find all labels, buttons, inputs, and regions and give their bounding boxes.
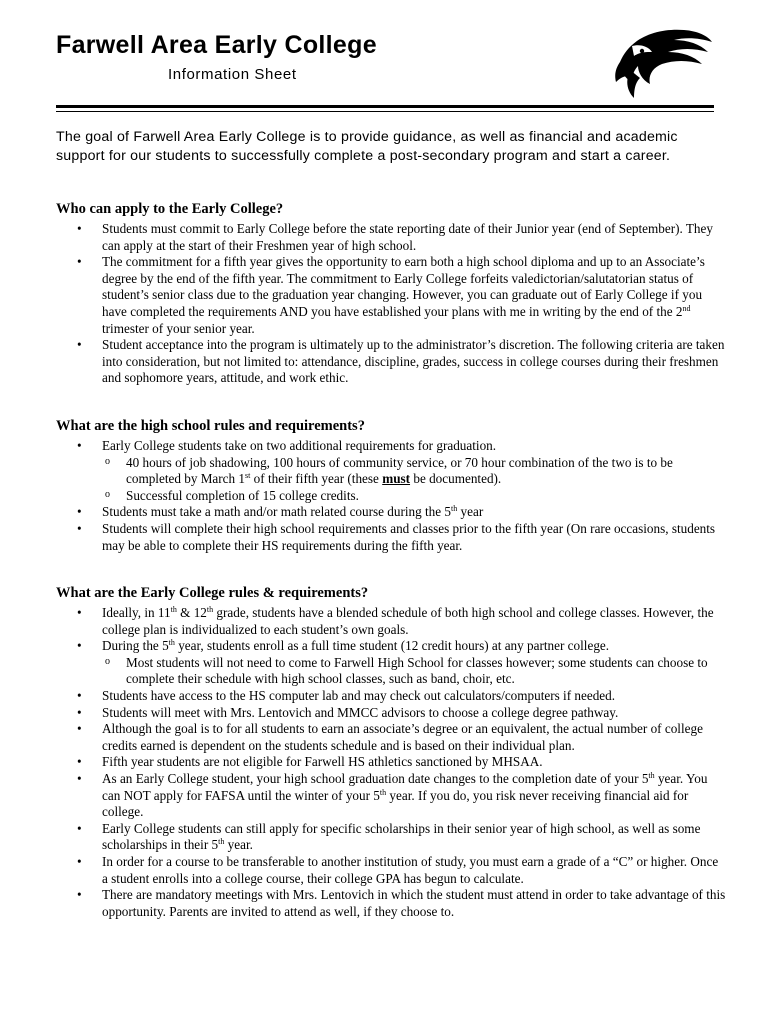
list-item: • Fifth year students are not eligible for Farwell HS athletics sanctioned by MHSAA. xyxy=(56,754,726,771)
section-early-college-rules xyxy=(56,584,726,920)
list-item: • Students must commit to Early College before the state reporting date of their Junior year (end of September). They can apply at the start of their Freshmen year of high school. xyxy=(56,221,726,254)
list-item: • There are mandatory meetings with Mrs. Lentovich in which the student must attend in order to take advantage of this opportunity. Parents are invited to attend as well, if they choose to. xyxy=(56,887,726,920)
list-item: • Although the goal is to for all students to earn an associate’s degree or an equivalent, the actual number of college credits earned is dependent on the students schedule and is based on their individual plan. xyxy=(56,721,726,754)
section-who-can-apply xyxy=(56,200,726,387)
list-item: • In order for a course to be transferable to another institution of study, you must earn a grade of a “C” or higher. Once a student enrolls into a college course, their college GPA has begun to calculate. xyxy=(56,854,726,887)
document-subtitle: Information Sheet xyxy=(168,66,297,83)
intro-paragraph: The goal of Farwell Area Early College is to provide guidance, as well as financial and academic support for our students to successfully complete a post-secondary program and start a career. xyxy=(56,129,678,164)
sub-list-item: o Successful completion of 15 college credits. xyxy=(102,488,726,505)
section-heading: What are the high school rules and requirements? xyxy=(56,417,365,434)
list-item: • Students have access to the HS computer lab and may check out calculators/computers if needed. xyxy=(56,688,726,705)
list-item: • Students will complete their high school requirements and classes prior to the fifth year (On rare occasions, students may be able to complete their HS requirements during the fifth year. xyxy=(56,521,726,554)
sub-list-item: o Most students will not need to come to Farwell High School for classes however; some students can choose to complete their schedule with high school classes, such as band, choir, etc. xyxy=(102,655,726,688)
section-high-school-rules xyxy=(56,417,726,554)
document-title: Farwell Area Early College xyxy=(56,31,377,59)
list-item: • Ideally, in 11th & 12th grade, students have a blended schedule of both high school and college classes. However, the college plan is individualized to each student’s own goals. xyxy=(56,605,726,638)
list-item: • During the 5th year, students enroll as a full time student (12 credit hours) at any partner college. o Most students will not need to come to Farwell High School for classes however; some students can choose to complete their schedule with high school classes, such as band, choir, etc. xyxy=(56,638,726,688)
list-item: • As an Early College student, your high school graduation date changes to the completion date of your 5th year. You can NOT apply for FAFSA until the winter of your 5th year. If you do, you risk never receiving financial aid for college. xyxy=(56,771,726,821)
section-heading: Who can apply to the Early College? xyxy=(56,201,284,217)
list-item: • Students will meet with Mrs. Lentovich and MMCC advisors to choose a college degree pathway. xyxy=(56,705,726,722)
header-rule-thin xyxy=(56,111,714,112)
list-item: • Student acceptance into the program is ultimately up to the administrator’s discretion. The following criteria are taken into consideration, but not limited to: attendance, discipline, grades, success in college courses during their freshmen and sophomore years, attitude, and work ethic. xyxy=(56,337,726,387)
section-heading: What are the Early College rules & requirements? xyxy=(56,585,369,602)
sub-list-item: o 40 hours of job shadowing, 100 hours of community service, or 70 hour combination of the two is to be completed by March 1st of their fifth year (these must be documented). xyxy=(102,455,726,488)
list-item: • Early College students can still apply for specific scholarships in their senior year of high school, as well as some scholarships in their 5th year. xyxy=(56,821,726,854)
header-rule-thick xyxy=(56,105,714,108)
list-item: • Students must take a math and/or math related course during the 5th year xyxy=(56,504,726,521)
eagle-head-icon xyxy=(612,22,712,100)
document-body xyxy=(56,200,726,950)
document-header xyxy=(56,30,377,84)
list-item: • The commitment for a fifth year gives the opportunity to earn both a high school diploma and up to an Associate’s degree by the end of the fifth year. The commitment to Early College forfeits valedictorian/salutatorian status of student’s senior class due to the graduation year changing. However, you can graduate out of Early College if you have completed the requirements AND you have established your plans with me in writing by the end of the 2nd trimester of your senior year. xyxy=(56,254,726,337)
list-item: • Early College students take on two additional requirements for graduation. o 40 hours of job shadowing, 100 hours of community service, or 70 hour combination of the two is to be completed by March 1st of their fifth year (these must be documented). o Successful completion of 15 college credits. xyxy=(56,438,726,504)
